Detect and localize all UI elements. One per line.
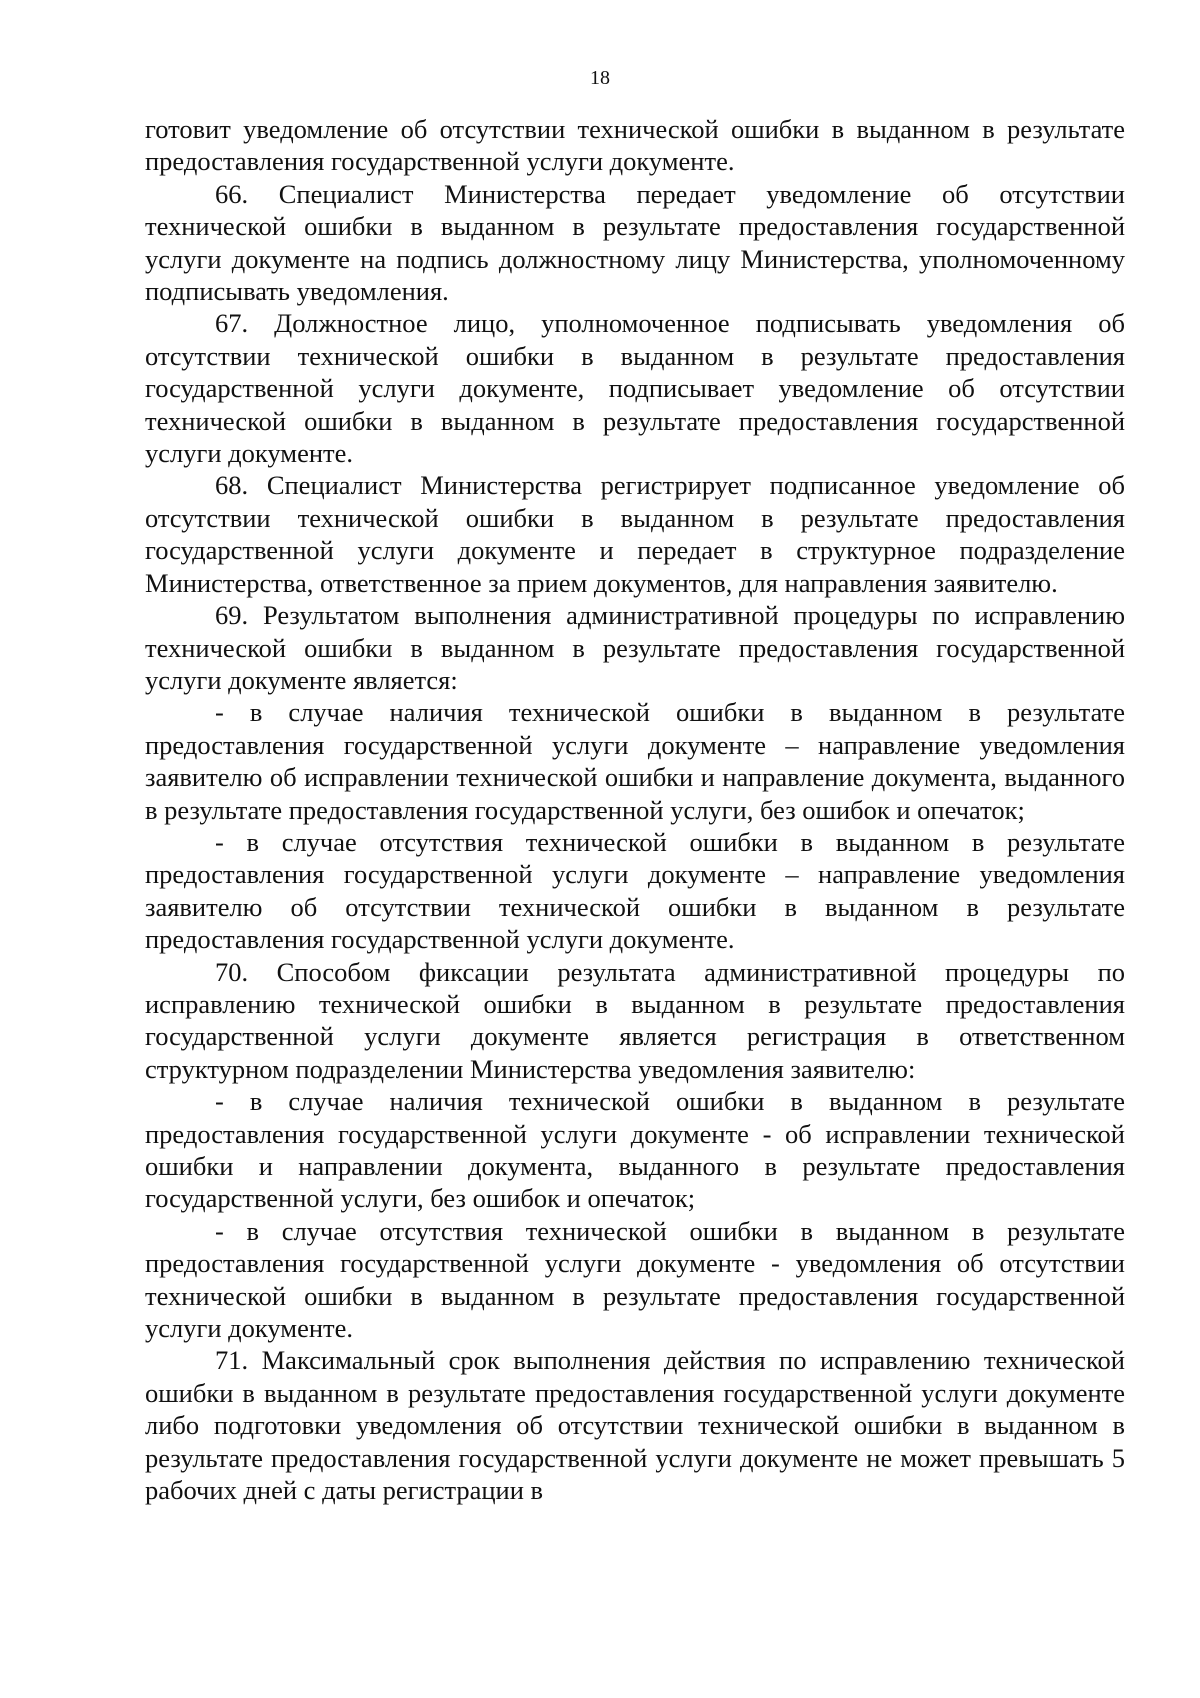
paragraph-67: 67. Должностное лицо, уполномоченное подписывать уведомления об отсутствии технической ошибки в выданном в результате предоставления государственной услуги документе, подписывает уведомление об отсутствии технической ошибки в выданном в результате предоставления государственной услуги документе. [145, 308, 1125, 469]
paragraph-68: 68. Специалист Министерства регистрирует подписанное уведомление об отсутствии технической ошибки в выданном в результате предоставления государственной услуги документе и передает в структурное подразделение Министерства, ответственное за прием документов, для направления заявителю. [145, 470, 1125, 598]
paragraph-70: 70. Способом фиксации результата административной процедуры по исправлению технической ошибки в выданном в результате предоставления государственной услуги документе является регистрация в ответственном структурном подразделении Министерства уведомления заявителю: [145, 956, 1125, 1084]
paragraph-continuation: готовит уведомление об отсутствии технической ошибки в выданном в результате предоставления государственной услуги документе. [145, 114, 1125, 177]
paragraph-66: 66. Специалист Министерства передает уведомление об отсутствии технической ошибки в выданном в результате предоставления государственной услуги документе на подпись должностному лицу Министерства, уполномоченному подписывать уведомления. [145, 178, 1125, 307]
paragraph-69: 69. Результатом выполнения административной процедуры по исправлению технической ошибки в выданном в результате предоставления государственной услуги документе является: [145, 600, 1125, 695]
paragraph-70-item-1: - в случае наличия технической ошибки в выданном в результате предоставления государственной услуги документе - об исправлении технической ошибки и направлении документа, выданного в результате предоставления государственной услуги, без ошибок и опечаток; [145, 1086, 1125, 1214]
paragraph-71: 71. Максимальный срок выполнения действия по исправлению технической ошибки в выданном в результате предоставления государственной услуги документе либо подготовки уведомления об отсутствии технической ошибки в выданном в результате предоставления государственной услуги документе не может превышать 5 рабочих дней с даты регистрации в [145, 1345, 1125, 1506]
paragraph-69-item-2: - в случае отсутствия технической ошибки в выданном в результате предоставления государственной услуги документе – направление уведомления заявителю об отсутствии технической ошибки в выданном в результате предоставления государственной услуги документе. [145, 826, 1125, 955]
paragraph-70-item-2: - в случае отсутствия технической ошибки в выданном в результате предоставления государственной услуги документе - уведомления об отсутствии технической ошибки в выданном в результате предоставления государственной услуги документе. [145, 1215, 1125, 1344]
page-number: 18 [590, 67, 610, 89]
paragraph-69-item-1: - в случае наличия технической ошибки в выданном в результате предоставления государственной услуги документе – направление уведомления заявителю об исправлении технической ошибки и направление документа, выданного в результате предоставления государственной услуги, без ошибок и опечаток; [145, 697, 1125, 825]
document-body [145, 113, 1125, 1506]
